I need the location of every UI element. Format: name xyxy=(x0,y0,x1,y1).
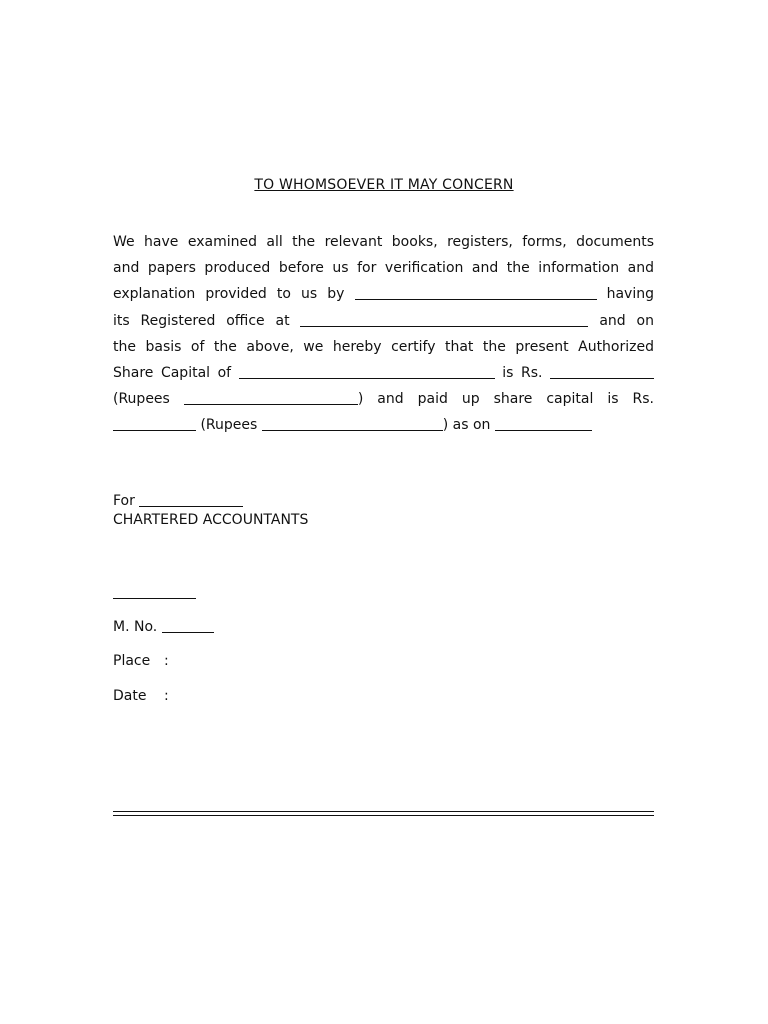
paragraph-line-1: We have examined all the relevant books, registers, forms, documents xyxy=(113,234,654,250)
for-label: For xyxy=(113,493,135,509)
membership-number-blank[interactable] xyxy=(162,618,214,633)
rupees-words-blank-1[interactable] xyxy=(184,390,358,405)
firm-block xyxy=(113,492,308,530)
close-paren-1: ) xyxy=(357,391,364,408)
close-paren-2: ) xyxy=(442,417,449,434)
share-capital-label: Share Capital of xyxy=(113,365,232,382)
provided-by-blank[interactable] xyxy=(355,285,597,300)
date-field xyxy=(113,688,169,704)
share-capital-blank[interactable] xyxy=(239,364,495,379)
paid-up-label: and paid up share capital is Rs. xyxy=(377,391,654,408)
certificate-paragraph xyxy=(113,229,654,439)
paid-up-amount-blank[interactable] xyxy=(113,416,196,431)
as-on-label: as on xyxy=(452,417,491,434)
firm-type: CHARTERED ACCOUNTANTS xyxy=(113,512,309,528)
is-rs-label: is Rs. xyxy=(502,365,543,382)
paragraph-line-7 xyxy=(113,386,654,412)
and-on-label: and on xyxy=(599,312,654,329)
paragraph-line-5: the basis of the above, we hereby certify that the present Authorized xyxy=(113,338,654,355)
having-label: having xyxy=(606,286,654,303)
place-separator: : xyxy=(164,653,169,669)
paragraph-line-4 xyxy=(113,308,654,334)
for-line xyxy=(113,492,308,511)
paragraph-line-3 xyxy=(113,281,654,307)
membership-number-field xyxy=(113,618,214,635)
paragraph-line-2: and papers produced before us for verification and the information and xyxy=(113,260,654,277)
membership-label: M. No. xyxy=(113,619,158,635)
footer-rule-top xyxy=(113,811,654,812)
registered-office-label: its Registered office at xyxy=(113,312,290,329)
date-label: Date xyxy=(113,688,147,704)
rupees-label-1: (Rupees xyxy=(113,391,170,408)
firm-name-blank[interactable] xyxy=(139,492,243,507)
date-separator: : xyxy=(164,688,169,704)
paragraph-line-8 xyxy=(113,412,654,438)
provided-by-label: explanation provided to us by xyxy=(113,286,345,303)
rupees-label-2: (Rupees xyxy=(200,417,258,434)
authorized-amount-blank[interactable] xyxy=(550,364,654,379)
rupees-words-blank-2[interactable] xyxy=(262,416,443,431)
paragraph-line-6 xyxy=(113,360,654,386)
place-field xyxy=(113,653,169,669)
document-title: TO WHOMSOEVER IT MAY CONCERN xyxy=(254,177,514,193)
place-label: Place xyxy=(113,653,151,669)
registered-office-blank[interactable] xyxy=(300,312,588,327)
footer-rule-bottom xyxy=(113,815,654,816)
as-on-date-blank[interactable] xyxy=(495,416,592,431)
signature-line[interactable] xyxy=(113,598,196,599)
